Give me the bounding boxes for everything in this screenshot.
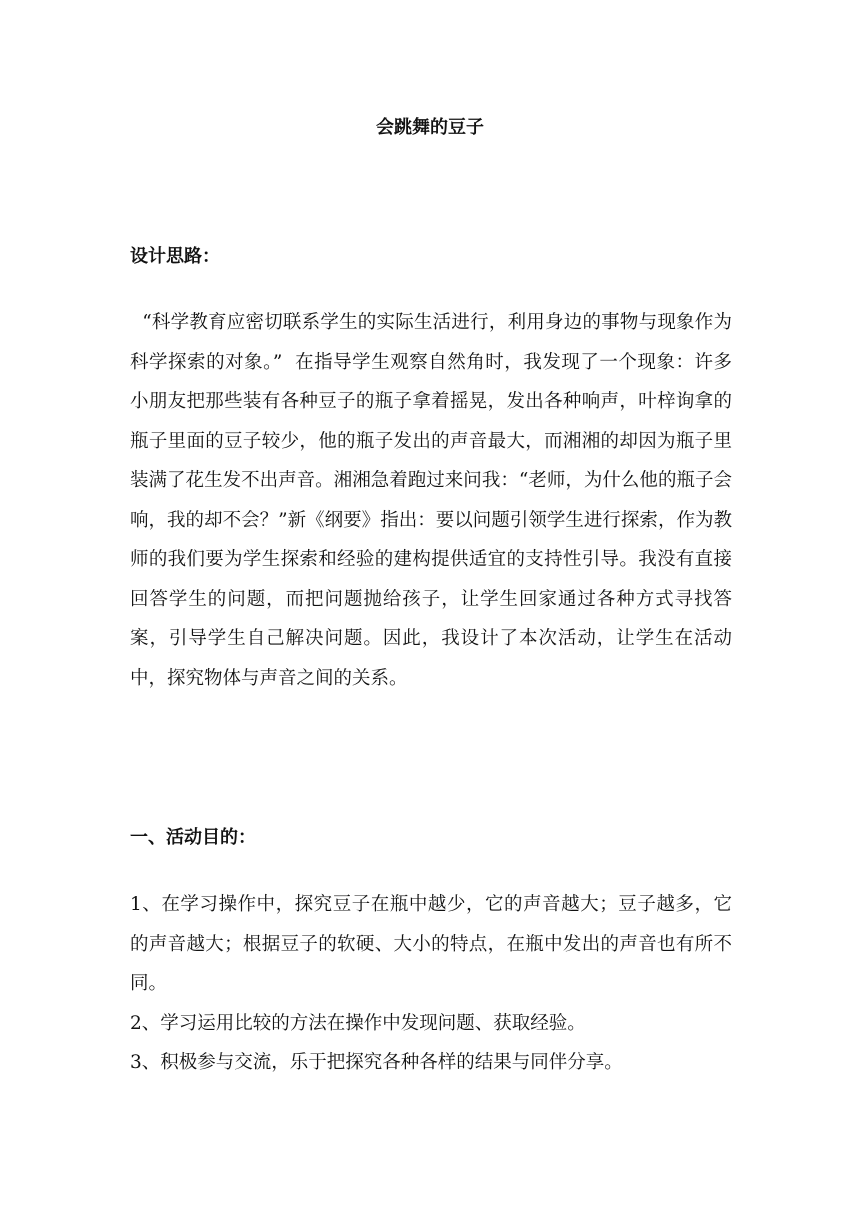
goal-item-1: 1、在学习操作中，探究豆子在瓶中越少，它的声音越大；豆子越多，它的声音越大；根据豆子的软硬、大小的特点，在瓶中发出的声音也有所不同。 <box>130 894 732 994</box>
goal-item-2: 2、学习运用比较的方法在操作中发现问题、获取经验。 <box>130 1012 586 1034</box>
section-heading-design-idea: 设计思路： <box>130 246 220 267</box>
design-idea-paragraph: “科学教育应密切联系学生的实际生活进行，利用身边的事物与现象作为科学探索的对象。” 在指导学生观察自然角时，我发现了一个现象：许多小朋友把那些装有各种豆子的瓶子拿着摇晃，发出各种响声，叶梓询拿的瓶子里面的豆子较少，他的瓶子发出的声音最大，而湘湘的却因为瓶子里装满了花生发不出声音。湘湘急着跑过来问我：“老师，为什么他的瓶子会响，我的却不会？”新《纲要》指出：要以问题引领学生进行探索，作为教师的我们要为学生探索和经验的建构提供适宜的支持性引导。我没有直接回答学生的问题，而把问题抛给孩子，让学生回家通过各种方式寻找答案，引导学生自己解决问题。因此，我设计了本次活动，让学生在活动中，探究物体与声音之间的关系。 <box>130 312 732 689</box>
activity-goals-list <box>130 885 732 1083</box>
document-title: 会跳舞的豆子 <box>376 117 484 138</box>
goal-item-3: 3、积极参与交流，乐于把探究各种各样的结果与同伴分享。 <box>130 1052 623 1073</box>
section-heading-activity-goals: 一、活动目的： <box>130 827 256 848</box>
